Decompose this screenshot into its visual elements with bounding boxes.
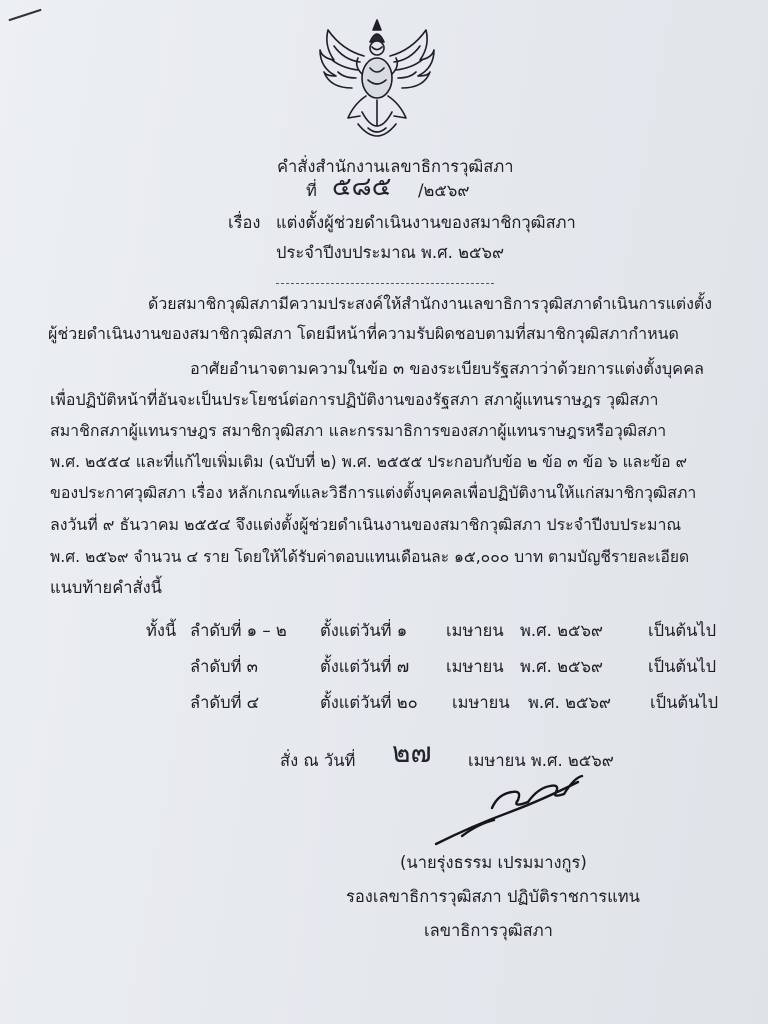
divider	[276, 283, 494, 284]
schedule-year: พ.ศ. ๒๕๖๙	[520, 657, 604, 676]
order-number-year: /๒๕๖๙	[418, 181, 470, 200]
subject-line-1: แต่งตั้งผู้ช่วยดำเนินงานของสมาชิกวุฒิสภา	[276, 213, 576, 232]
schedule-order: ลำดับที่ ๓	[190, 657, 258, 676]
paragraph-2-line-5: ของประกาศวุฒิสภา เรื่อง หลักเกณฑ์และวิธีการแต่งตั้งบุคคลเพื่อปฏิบัติงานให้แก่สมาชิกวุฒิสภา	[50, 483, 697, 502]
paragraph-2-line-4: พ.ศ. ๒๕๕๔ และที่แก้ไขเพิ่มเติม (ฉบับที่ ๒) พ.ศ. ๒๕๕๕ ประกอบกับข้อ ๒ ข้อ ๓ ข้อ ๖ และข้อ ๙	[50, 453, 688, 471]
paragraph-2-line-2: เพื่อปฏิบัติหน้าที่อันจะเป็นประโยชน์ต่อการปฏิบัติงานของรัฐสภา สภาผู้แทนราษฎร วุฒิสภา	[50, 390, 659, 409]
office-order-title: คำสั่งสำนักงานเลขาธิการวุฒิสภา	[277, 157, 514, 176]
order-date-rest: เมษายน พ.ศ. ๒๕๖๙	[468, 751, 614, 770]
schedule-year: พ.ศ. ๒๕๖๙	[520, 621, 604, 640]
schedule-from: ตั้งแต่วันที่ ๗	[320, 657, 410, 676]
paragraph-2-line-6: ลงวันที่ ๙ ธันวาคม ๒๕๕๔ จึงแต่งตั้งผู้ช่วยดำเนินงานของสมาชิกวุฒิสภา ประจำปีงบประมาณ	[50, 515, 682, 534]
schedule-order: ลำดับที่ ๔	[190, 693, 260, 712]
subject-label: เรื่อง	[228, 213, 261, 232]
subject-line-2: ประจำปีงบประมาณ พ.ศ. ๒๕๖๙	[276, 243, 505, 262]
garuda-emblem-icon	[314, 16, 440, 148]
schedule-tail: เป็นต้นไป	[648, 621, 717, 640]
schedule-month: เมษายน	[446, 621, 504, 640]
schedule-month: เมษายน	[446, 657, 504, 676]
schedule-tail: เป็นต้นไป	[648, 657, 717, 676]
schedule-order: ลำดับที่ ๑ – ๒	[190, 621, 287, 640]
paragraph-2-line-3: สมาชิกสภาผู้แทนราษฎร สมาชิกวุฒิสภา และกรรมาธิการของสภาผู้แทนราษฎรหรือวุฒิสภา	[50, 421, 667, 440]
schedule-from: ตั้งแต่วันที่ ๑	[320, 621, 408, 640]
order-date-prefix: สั่ง ณ วันที่	[280, 751, 356, 770]
order-date-day-handwritten: ๒๗	[392, 736, 432, 769]
order-number-handwritten: ๕๘๕	[332, 172, 392, 202]
schedule-intro: ทั้งนี้	[146, 621, 177, 640]
signatory-position: รองเลขาธิการวุฒิสภา ปฏิบัติราชการแทน	[346, 887, 640, 906]
paragraph-1-line-1: ด้วยสมาชิกวุฒิสภามีความประสงค์ให้สำนักงานเลขาธิการวุฒิสภาดำเนินการแต่งตั้ง	[148, 294, 712, 313]
signatory-name: (นายรุ่งธรรม เปรมมางกูร)	[400, 853, 587, 872]
schedule-tail: เป็นต้นไป	[650, 693, 719, 712]
order-number-prefix: ที่	[306, 181, 317, 200]
schedule-month: เมษายน	[452, 693, 510, 712]
paragraph-2-line-8: แนบท้ายคำสั่งนี้	[50, 578, 162, 597]
paragraph-2-line-1: อาศัยอำนาจตามความในข้อ ๓ ของระเบียบรัฐสภาว่าด้วยการแต่งตั้งบุคคล	[190, 359, 704, 378]
handwritten-signature	[432, 768, 592, 848]
paragraph-2-line-7: พ.ศ. ๒๕๖๙ จำนวน ๔ ราย โดยให้ได้รับค่าตอบแทนเดือนละ ๑๕,๐๐๐ บาท ตามบัญชีรายละเอียด	[50, 548, 690, 566]
schedule-year: พ.ศ. ๒๕๖๙	[528, 693, 612, 712]
paragraph-1-line-2: ผู้ช่วยดำเนินงานของสมาชิกวุฒิสภา โดยมีหน้าที่ความรับผิดชอบตามที่สมาชิกวุฒิสภากำหนด	[48, 324, 679, 343]
pen-mark	[9, 9, 42, 21]
schedule-from: ตั้งแต่วันที่ ๒๐	[320, 693, 418, 712]
signatory-office: เลขาธิการวุฒิสภา	[424, 921, 553, 940]
